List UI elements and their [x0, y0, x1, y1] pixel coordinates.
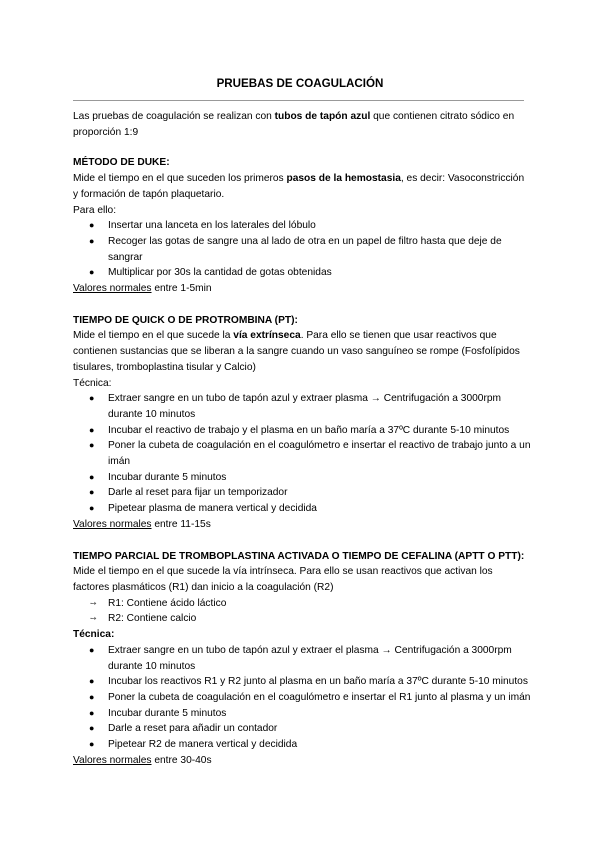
- title-divider: [73, 100, 524, 101]
- bullet-icon: ●: [89, 424, 95, 435]
- aptt-normal-values: Valores normales entre 30-40s: [73, 754, 212, 766]
- aptt-steps: [73, 643, 531, 753]
- list-item: ● Incubar el reactivo de trabajo y el plasma en un baño maría a 37ºC durante 5-10 minutos: [73, 423, 531, 439]
- duke-steps: [73, 218, 531, 281]
- bullet-icon: ●: [89, 691, 95, 702]
- bullet-icon: ●: [89, 723, 95, 734]
- intro-text: Las pruebas de coagulación se realizan con: [73, 111, 275, 122]
- list-item: ● Pipetear R2 de manera vertical y decidida: [73, 737, 531, 753]
- list-item: ● Incubar durante 5 minutos: [73, 706, 531, 722]
- intro-paragraph: [73, 109, 531, 140]
- aptt-heading: TIEMPO PARCIAL DE TROMBOPLASTINA ACTIVADA O TIEMPO DE CEFALINA (APTT O PTT):: [73, 550, 525, 562]
- quick-normal-values: Valores normales entre 11-15s: [73, 518, 211, 530]
- list-item: ● Multiplicar por 30s la cantidad de gotas obtenidas: [73, 265, 531, 281]
- list-item: ● Poner la cubeta de coagulación en el coagulómetro e insertar el reactivo de trabajo junto a un imán: [89, 440, 531, 468]
- quick-tecnica: Técnica:: [73, 377, 112, 389]
- bullet-icon: ●: [89, 487, 95, 498]
- bullet-icon: ●: [89, 220, 95, 231]
- quick-heading: TIEMPO DE QUICK O DE PROTROMBINA (PT):: [73, 314, 298, 326]
- document-body: [73, 109, 531, 768]
- duke-heading: MÉTODO DE DUKE:: [73, 157, 170, 169]
- bullet-icon: ●: [89, 707, 95, 718]
- duke-normal-values: Valores normales entre 1-5min: [73, 283, 212, 295]
- bullet-icon: ●: [89, 644, 95, 655]
- list-item: ● Poner la cubeta de coagulación en el coagulómetro e insertar el R1 junto al plasma y un imán: [73, 690, 531, 706]
- aptt-tecnica: Técnica:: [73, 629, 115, 641]
- list-item: ● Incubar los reactivos R1 y R2 junto al plasma en un baño maría a 37ºC durante 5-10 minutos: [73, 674, 531, 690]
- section-duke: [73, 155, 531, 296]
- arrow-bullet-icon: ➙: [90, 614, 97, 624]
- aptt-reagents: [73, 596, 531, 627]
- section-quick: [73, 313, 531, 533]
- section-aptt: [73, 549, 531, 769]
- list-item: ● Darle a reset para añadir un contador: [73, 721, 531, 737]
- list-item: ● Extraer sangre en un tubo de tapón azul y extraer plasma → Centrifugación a 3000rpm durante 10 minutos: [89, 393, 502, 420]
- list-item: ● Insertar una lanceta en los laterales del lóbulo: [73, 218, 531, 234]
- quick-description: Mide el tiempo en el que sucede la vía extrínseca. Para ello se tienen que usar reactivos que contienen sustancias que se liberan a la sangre cuando un vaso sanguíneo se rompe (Fosfolípidos tisulares, tromboplastina tisular y Calcio): [73, 330, 520, 373]
- bullet-icon: ●: [89, 440, 95, 451]
- bullet-icon: ●: [89, 393, 95, 404]
- list-item: ➙ R1: Contiene ácido láctico: [73, 596, 531, 612]
- aptt-description: Mide el tiempo en el que sucede la vía intrínseca. Para ello se usan reactivos que activan los factores plasmáticos (R1) dan inicio a la coagulación (R2): [73, 566, 493, 593]
- list-item: ➙ R2: Contiene calcio: [73, 611, 531, 627]
- bullet-icon: ●: [89, 503, 95, 514]
- intro-bold: tubos de tapón azul: [274, 111, 371, 122]
- arrow-bullet-icon: ➙: [90, 598, 97, 608]
- bullet-icon: ●: [89, 676, 95, 687]
- bullet-icon: ●: [89, 235, 95, 246]
- list-item: ● Recoger las gotas de sangre una al lado de otra en un papel de filtro hasta que deje de sangrar: [89, 235, 502, 263]
- bullet-icon: ●: [89, 267, 95, 278]
- list-item: ● Pipetear plasma de manera vertical y decidida: [73, 501, 531, 517]
- list-item: ● Extraer sangre en un tubo de tapón azul y extraer el plasma → Centrifugación a 3000rpm durante 10 minutos: [89, 644, 512, 672]
- duke-para-ello: Para ello:: [73, 204, 117, 216]
- list-item: ● Incubar durante 5 minutos: [73, 470, 531, 486]
- duke-description: Mide el tiempo en el que suceden los primeros pasos de la hemostasia, es decir: Vasoconstricción y formación de tapón plaquetario.: [73, 173, 525, 200]
- page-title: PRUEBAS DE COAGULACIÓN: [216, 77, 384, 90]
- quick-steps: [73, 391, 531, 517]
- bullet-icon: ●: [89, 739, 95, 750]
- list-item: ● Darle al reset para fijar un temporizador: [73, 485, 531, 501]
- bullet-icon: ●: [89, 471, 95, 482]
- intro-text-end: que contienen citrato sódico en proporción 1:9: [73, 111, 515, 138]
